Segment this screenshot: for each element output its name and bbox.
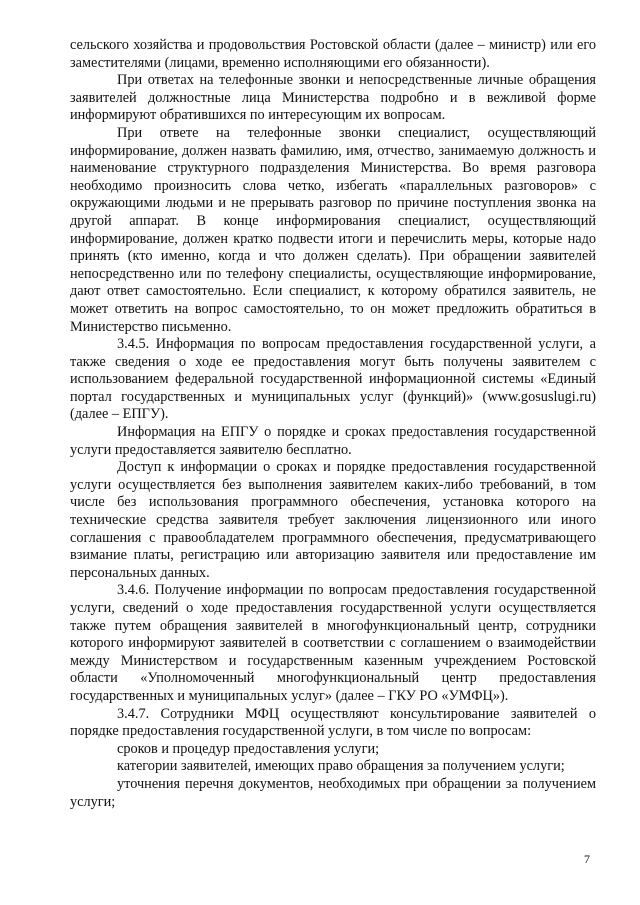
paragraph-2: При ответах на телефонные звонки и непосредственные личные обращения заявителей должностные лица Министерства подробно и в вежливой форме информируют обратившихся по интересующим их вопросам. <box>70 72 596 124</box>
paragraph-5: Информация на ЕПГУ о порядке и сроках предоставления государственной услуги предоставляется заявителю бесплатно. <box>70 424 596 458</box>
page-number: 7 <box>584 852 590 866</box>
paragraph-7: 3.4.6. Получение информации по вопросам предоставления государственной услуги, сведений о ходе предоставления государственной услуги осуществляется также путем обращения заявителей в многофункциональный центр, сотрудники которого информируют заявителей в соответствии с соглашением о взаимодействии между Министерством и государственным казенным учреждением Ростовской области «Уполномоченный многофункциональный центр предоставления государственных и муниципальных услуг» (далее – ГКУ РО «УМФЦ»). <box>70 582 596 704</box>
paragraph-11: уточнения перечня документов, необходимых при обращении за получением услуги; <box>70 775 596 810</box>
paragraph-1: сельского хозяйства и продовольствия Ростовской области (далее – министр) или его заместителями (лицами, временно исполняющими его обязанности). <box>70 37 596 71</box>
paragraph-6: Доступ к информации о сроках и порядке предоставления государственной услуги осуществляется без выполнения заявителем каких-либо требований, в том числе без использования программного обеспечения, установка которого на технические средства заявителя требует заключения лицензионного или иного соглашения с правообладателем программного обеспечения, предусматривающего взимание платы, регистрацию или авторизацию заявителя или предоставление им персональных данных. <box>70 459 596 581</box>
paragraph-4: 3.4.5. Информация по вопросам предоставления государственной услуги, а также сведения о ходе ее предоставления могут быть получены заявителем с использованием федеральной государственной информационной системы «Единый портал государственных и муниципальных услуг (функций)» (www.gosuslugi.ru) (далее – ЕПГУ). <box>70 336 596 423</box>
body-text <box>70 37 596 811</box>
paragraph-9: сроков и процедур предоставления услуги; <box>117 740 380 757</box>
paragraph-3: При ответе на телефонные звонки специалист, осуществляющий информирование, должен назвать фамилию, имя, отчество, занимаемую должность и наименование структурного подразделения Министерства. Во время разговора необходимо произносить слова четко, избегать «параллельных разговоров» с окружающими людьми и не прерывать разговор по причине поступления звонка на другой аппарат. В конце информирования специалист, осуществляющий информирование, должен кратко подвести итоги и перечислить меры, которые надо принять (кто именно, когда и что должен сделать). При обращении заявителей непосредственно или по телефону специалисты, осуществляющие информирование, дают ответ самостоятельно. Если специалист, к которому обратился заявитель, не может ответить на вопрос самостоятельно, то он может предложить обратиться в Министерство письменно. <box>70 124 596 335</box>
paragraph-10: категории заявителей, имеющих право обращения за получением услуги; <box>117 758 565 775</box>
paragraph-8: 3.4.7. Сотрудники МФЦ осуществляют консультирование заявителей о порядке предоставления государственной услуги, в том числе по вопросам: <box>70 705 596 740</box>
